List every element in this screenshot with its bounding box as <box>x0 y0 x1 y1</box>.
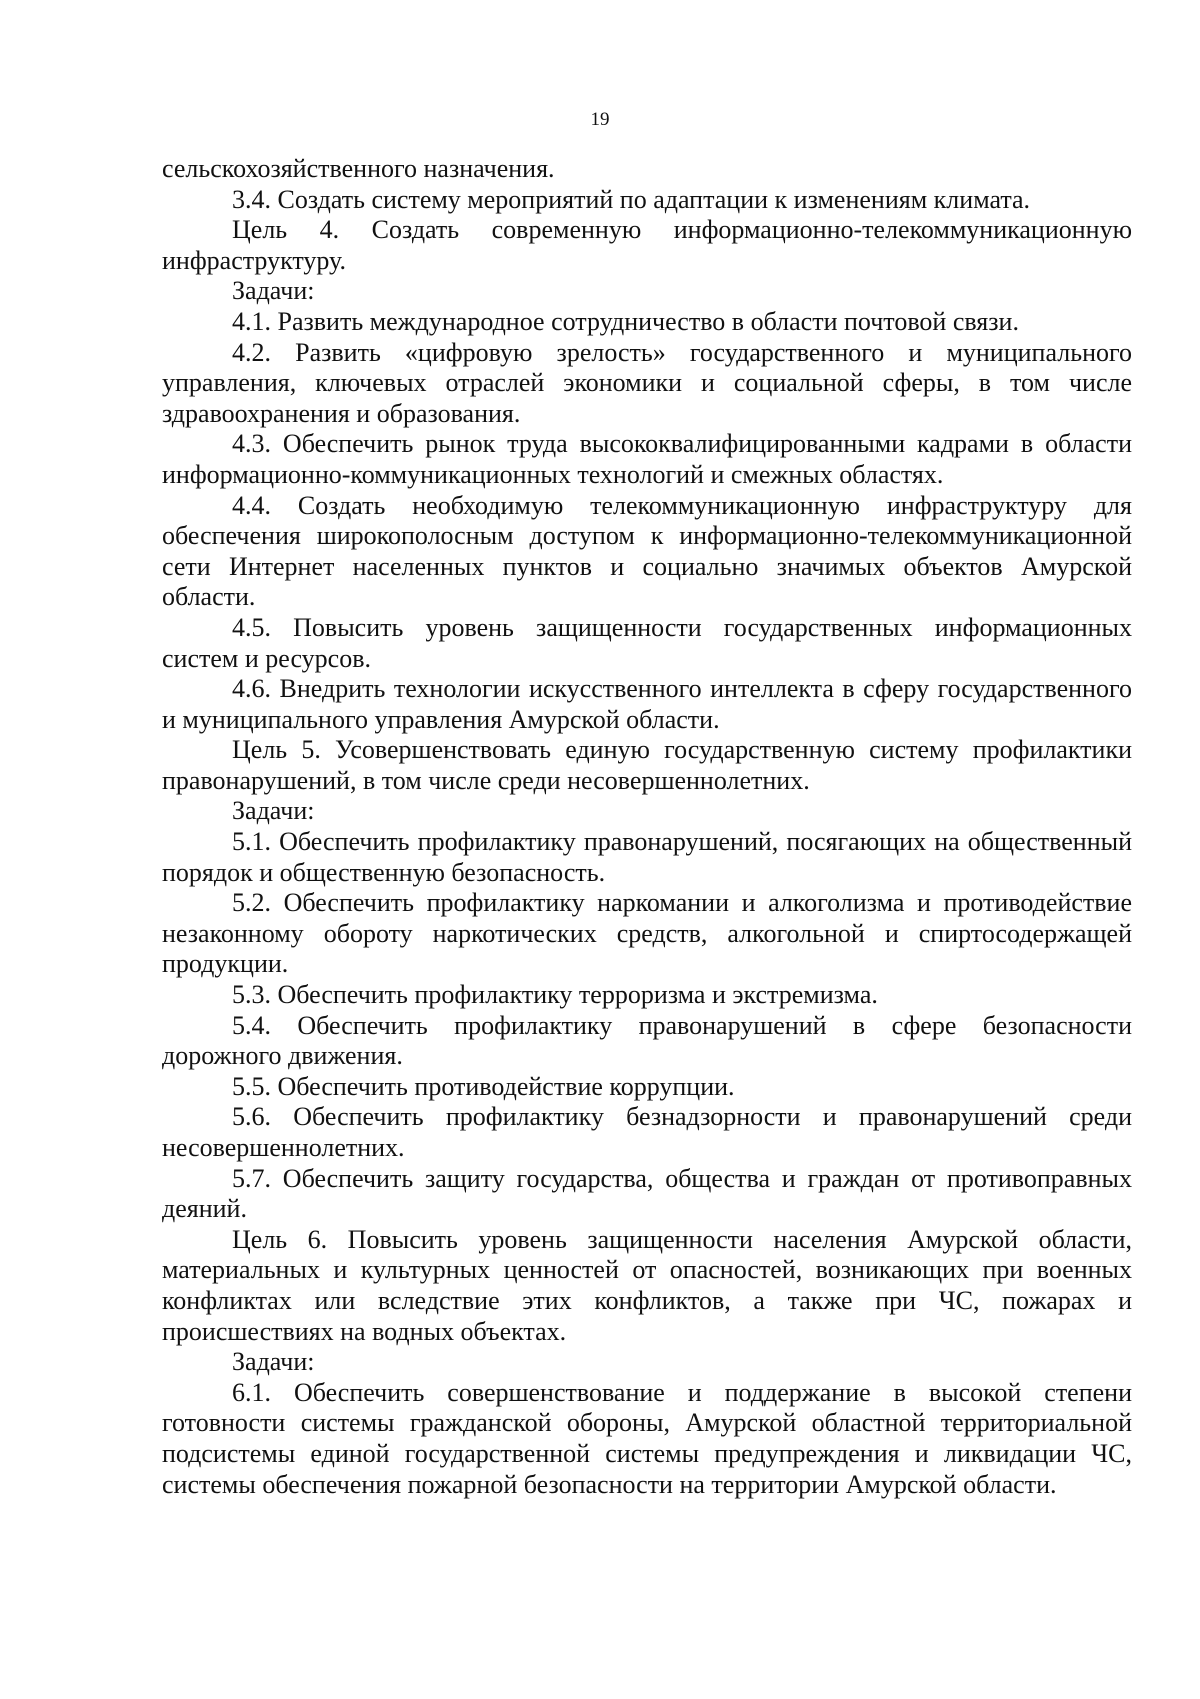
task-5-1: 5.1. Обеспечить профилактику правонарушений, посягающих на общественный порядок и общественную безопасность. <box>162 827 1132 887</box>
task-4-6: 4.6. Внедрить технологии искусственного интеллекта в сферу государственного и муниципального управления Амурской области. <box>162 674 1132 734</box>
task-4-3: 4.3. Обеспечить рынок труда высококвалифицированными кадрами в области информационно-коммуникационных технологий и смежных областях. <box>162 429 1132 489</box>
task-4-1: 4.1. Развить международное сотрудничество в области почтовой связи. <box>232 306 1019 336</box>
task-4-5: 4.5. Повысить уровень защищенности государственных информационных систем и ресурсов. <box>162 612 1132 673</box>
task-4-2: 4.2. Развить «цифровую зрелость» государственного и муниципального управления, ключевых отраслей экономики и социальной сферы, в том числе здравоохранения и образования. <box>162 337 1132 428</box>
task-5-3: 5.3. Обеспечить профилактику терроризма и экстремизма. <box>232 980 878 1010</box>
tasks-label: Задачи: <box>232 276 315 306</box>
task-5-4: 5.4. Обеспечить профилактику правонарушений в сфере безопасности дорожного движения. <box>162 1010 1132 1071</box>
page-number: 19 <box>590 109 610 130</box>
task-5-7: 5.7. Обеспечить защиту государства, общества и граждан от противоправных деяний. <box>162 1163 1132 1224</box>
task-6-1: 6.1. Обеспечить совершенствование и поддержание в высокой степени готовности системы гражданской обороны, Амурской областной территориальной подсистемы единой государственной системы предупреждения и ликвидации ЧС, системы обеспечения пожарной безопасности на территории Амурской области. <box>162 1377 1132 1499</box>
goal-4-heading: Цель 4. Создать современную информационно-телекоммуникационную инфраструктуру. <box>162 215 1132 275</box>
goal-6-heading: Цель 6. Повысить уровень защищенности населения Амурской области, материальных и культурных ценностей от опасностей, возникающих при военных конфликтах или вследствие этих конфликтов, а также при ЧС, пожарах и происшествиях на водных объектах. <box>162 1224 1132 1346</box>
task-5-5: 5.5. Обеспечить противодействие коррупции. <box>232 1071 735 1101</box>
task-5-6: 5.6. Обеспечить профилактику безнадзорности и правонарушений среди несовершеннолетних. <box>162 1102 1132 1162</box>
tasks-label: Задачи: <box>232 1347 315 1377</box>
task-4-4: 4.4. Создать необходимую телекоммуникационную инфраструктуру для обеспечения широкополосным доступом к информационно-телекоммуникационной сети Интернет населенных пунктов и социально значимых объектов Амурской области. <box>162 490 1132 612</box>
tasks-label: Задачи: <box>232 796 315 826</box>
document-body <box>162 154 1132 1500</box>
task-5-2: 5.2. Обеспечить профилактику наркомании и алкоголизма и противодействие незаконному обороту наркотических средств, алкогольной и спиртосодержащей продукции. <box>162 888 1132 979</box>
task-3-4: 3.4. Создать систему мероприятий по адаптации к изменениям климата. <box>232 184 1031 214</box>
paragraph-continuation: сельскохозяйственного назначения. <box>162 154 555 183</box>
goal-5-heading: Цель 5. Усовершенствовать единую государственную систему профилактики правонарушений, в том числе среди несовершеннолетних. <box>162 735 1132 795</box>
